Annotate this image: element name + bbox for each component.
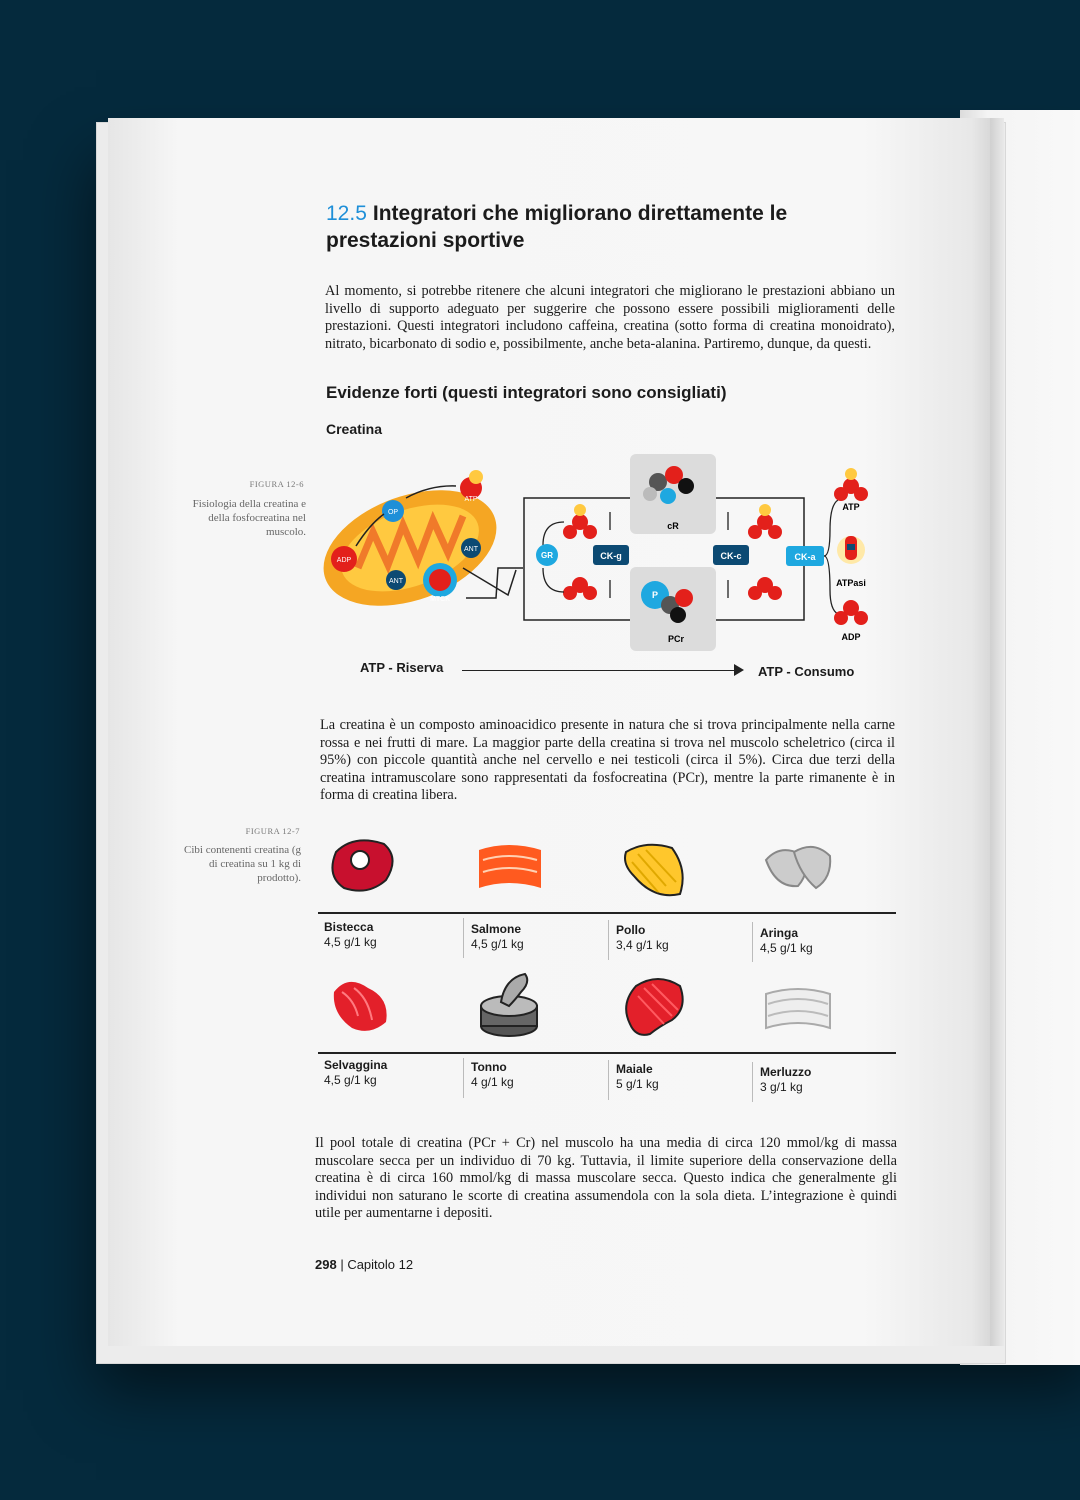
atp-riserva-label: ATP - Riserva bbox=[360, 660, 444, 675]
food-name: Salmone bbox=[471, 922, 522, 936]
ant-node-1 bbox=[386, 570, 406, 590]
cka-node bbox=[786, 546, 824, 566]
adp-right-molecule bbox=[834, 600, 868, 625]
svg-text:ADP: ADP bbox=[336, 557, 352, 564]
food-col-divider bbox=[608, 920, 609, 960]
atp-right-molecule bbox=[834, 468, 868, 501]
food-value: 4,5 g/1 kg bbox=[760, 941, 813, 955]
cod-icon bbox=[760, 970, 836, 1040]
chapter-label: Capitolo 12 bbox=[347, 1257, 414, 1272]
food-name: Selvaggina bbox=[324, 1058, 388, 1072]
creatine-pool-paragraph: Il pool totale di creatina (PCr + Cr) nel muscolo ha una media di circa 120 mmol/kg di massa muscolare secca per un individuo di 70 kg. Tuttavia, il limite superiore della conservazione della creatina è di circa 160 mmol/kg di massa muscolare secca. Questo indica che generalmente gli individui non saturano le scorte di creatina assumendola con la sola dieta. L’integrazione è quindi utile per aumentarne i depositi. bbox=[315, 1135, 897, 1222]
food-value: 4 g/1 kg bbox=[471, 1075, 514, 1089]
food-name: Bistecca bbox=[324, 920, 374, 934]
svg-text:GR: GR bbox=[541, 551, 553, 560]
figure-12-6-caption: Fisiologia della creatina e della fosfocreatina nel muscolo. bbox=[192, 498, 306, 538]
creatine-paragraph: La creatina è un composto aminoacidico presente in natura che si trova principalmente nella carne rossa e nei frutti di mare. La maggior parte della creatina si trova nel muscolo scheletrico (circa il 95%) con piccole quantità anche nel cervello e nei testicoli (circa il 5%). Circa due terzi della creatina intramuscolare sono rappresentati da fosfocreatina (PCr), mentre la parte rimanente è in forma di creatina libera. bbox=[320, 717, 895, 804]
gr-node bbox=[536, 544, 558, 566]
adp-node bbox=[331, 546, 357, 572]
atp-right-label: ATP bbox=[842, 502, 860, 512]
food-value: 4,5 g/1 kg bbox=[324, 1073, 377, 1087]
svg-text:CK-a: CK-a bbox=[794, 552, 816, 562]
food-col-divider bbox=[752, 922, 753, 962]
section-title-text: Integratori che migliorano direttamente le prestazioni sportive bbox=[326, 202, 788, 252]
page-footer: 298 | Capitolo 12 bbox=[315, 1257, 414, 1272]
cr-label: cR bbox=[667, 521, 679, 531]
ckc-node bbox=[713, 545, 749, 565]
flow-arrow-head bbox=[734, 664, 744, 676]
food-col-divider bbox=[752, 1062, 753, 1102]
food-col-divider bbox=[463, 918, 464, 958]
game-meat-icon bbox=[324, 970, 400, 1040]
svg-text:P: P bbox=[651, 590, 659, 600]
atp-consumo-label: ATP - Consumo bbox=[758, 664, 855, 679]
salmon-icon bbox=[471, 830, 547, 900]
svg-text:OP: OP bbox=[387, 509, 399, 516]
tuna-can-icon bbox=[471, 970, 547, 1040]
atpasi-label: ATPasi bbox=[836, 578, 866, 588]
mtck-node bbox=[423, 563, 457, 603]
op-node bbox=[382, 500, 404, 522]
food-row-divider bbox=[318, 912, 896, 914]
svg-text:ANT: ANT bbox=[389, 578, 403, 585]
herring-icon bbox=[760, 830, 836, 900]
section-number: 12.5 bbox=[326, 202, 367, 225]
adp-molecule-right bbox=[748, 577, 782, 600]
food-name: Aringa bbox=[760, 926, 799, 940]
intro-paragraph: Al momento, si potrebbe ritenere che alcuni integratori che migliorano le prestazioni abbiano un livello di supporto adeguato per suggerire che possono essere possibili miglioramenti delle prestazioni. Questi integratori includono caffeina, creatina (sotto forma di creatina monoidrato), nitrato, bicarbonato di sodio e, possibilmente, anche beta-alanina. Partiremo, dunque, da questi. bbox=[325, 283, 895, 352]
figure-12-7-label: FIGURA 12-7 bbox=[245, 826, 300, 836]
food-name: Tonno bbox=[471, 1060, 507, 1074]
atpasi-icon bbox=[837, 536, 865, 564]
heading-strong-evidence: Evidenze forti (questi integratori sono consigliati) bbox=[326, 383, 727, 402]
food-value: 4,5 g/1 kg bbox=[471, 937, 524, 951]
food-name: Pollo bbox=[616, 923, 646, 937]
ant-node-2 bbox=[461, 538, 481, 558]
page-number: 298 bbox=[315, 1257, 337, 1272]
ckg-node bbox=[593, 545, 629, 565]
book-gutter bbox=[990, 118, 1004, 1346]
chicken-icon bbox=[616, 830, 692, 900]
adp-right-label: ADP bbox=[841, 632, 861, 642]
food-row-2 bbox=[318, 970, 898, 1102]
svg-text:ANT: ANT bbox=[464, 546, 478, 553]
food-grid bbox=[318, 830, 898, 1102]
flow-arrow-line bbox=[462, 670, 742, 671]
pork-icon bbox=[616, 970, 692, 1040]
atp-flow-arrow bbox=[360, 658, 860, 688]
section-title bbox=[326, 200, 886, 254]
svg-text:CK-g: CK-g bbox=[600, 551, 622, 561]
food-col-divider bbox=[463, 1058, 464, 1098]
atp-molecule-right bbox=[748, 504, 782, 539]
food-col-divider bbox=[608, 1060, 609, 1100]
heading-creatina: Creatina bbox=[326, 421, 383, 437]
svg-text:CK-c: CK-c bbox=[720, 551, 742, 561]
figure-12-7-caption: Cibi contenenti creatina (g di creatina su 1 kg di prodotto). bbox=[184, 844, 301, 884]
svg-text:ATP: ATP bbox=[464, 496, 478, 503]
creatine-physiology-diagram bbox=[318, 450, 878, 655]
figure-12-6-label: FIGURA 12-6 bbox=[249, 479, 304, 489]
food-name: Merluzzo bbox=[760, 1065, 812, 1079]
food-value: 3 g/1 kg bbox=[760, 1080, 803, 1094]
adp-molecule-left bbox=[563, 577, 597, 600]
food-name: Maiale bbox=[616, 1062, 653, 1076]
svg-text:MTCK: MTCK bbox=[430, 596, 450, 603]
food-value: 3,4 g/1 kg bbox=[616, 938, 669, 952]
steak-icon bbox=[324, 830, 400, 900]
food-value: 4,5 g/1 kg bbox=[324, 935, 377, 949]
food-row-divider bbox=[318, 1052, 896, 1054]
pcr-label: PCr bbox=[667, 634, 685, 644]
atp-molecule-left bbox=[563, 504, 597, 539]
food-value: 5 g/1 kg bbox=[616, 1077, 659, 1091]
food-row-1 bbox=[318, 830, 898, 962]
